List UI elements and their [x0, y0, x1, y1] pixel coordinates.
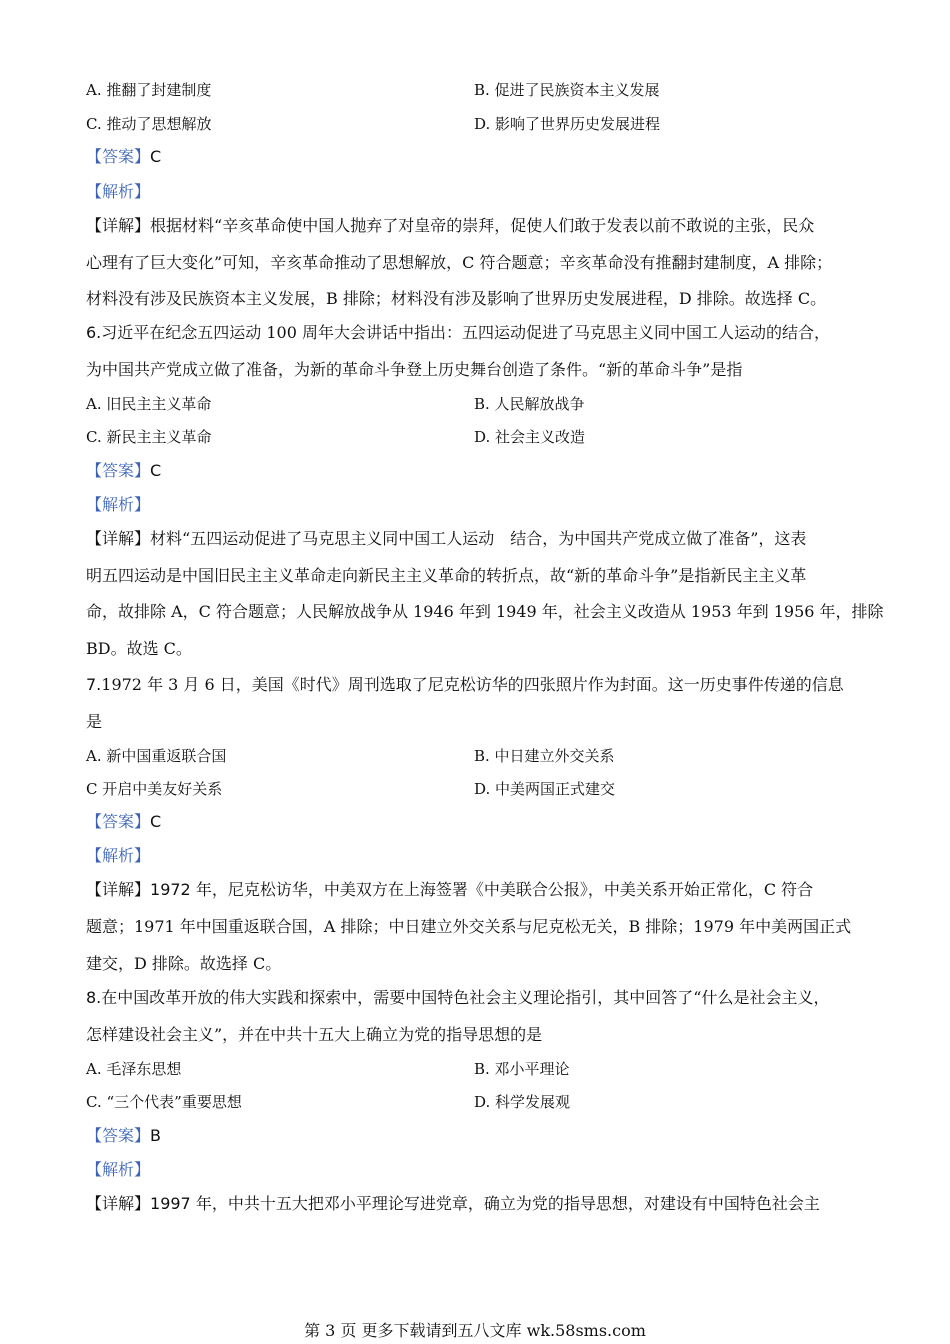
- q7-option-a: A. 新中国重返联合国: [86, 747, 227, 765]
- q6-answer-tag: 【答案】: [86, 461, 151, 480]
- q5-detail-line-2: 心理有了巨大变化”可知，辛亥革命推动了思想解放，C 符合题意；辛亥革命没有推翻封建制度，A 排除；: [86, 253, 833, 272]
- q6-stem-line-1: [86, 322, 830, 344]
- q7-detail-tag: 【详解】: [86, 880, 151, 899]
- q8-answer: [86, 1125, 161, 1147]
- q8-detail-year: 1997: [150, 1194, 191, 1213]
- q8-stem-text-1: 在中国改革开放的伟大实践和探索中，需要中国特色社会主义理论指引，其中回答了“什么是社会主义，: [101, 988, 830, 1007]
- q6-number: 6.: [86, 323, 102, 342]
- q6-analysis-tag: 【解析】: [86, 495, 151, 514]
- q5-answer: [86, 146, 161, 168]
- q7-answer-value: C: [150, 812, 162, 831]
- q6-detail-text-1: 材料“五四运动促进了马克思主义同中国工人运动 结合，为中国共产党成立做了准备”，这表: [150, 529, 807, 548]
- q5-options-row-2: [86, 113, 886, 135]
- q5-option-a: A. 推翻了封建制度: [86, 81, 212, 99]
- q5-option-d: D. 影响了世界历史发展进程: [474, 115, 661, 133]
- q8-detail-tag: 【详解】: [86, 1194, 151, 1213]
- q7-stem-text-1: 1972 年 3 月 6 日，美国《时代》周刊选取了尼克松访华的四张照片作为封面。这一历史事件传递的信息: [101, 675, 844, 694]
- q5-detail-line-3: 材料没有涉及民族资本主义发展，B 排除；材料没有涉及影响了世界历史发展进程，D 排除。故选择 C。: [86, 289, 827, 308]
- q7-detail-year: 1972: [150, 880, 191, 899]
- q6-options-row-2: [86, 426, 886, 448]
- q8-option-b: B. 邓小平理论: [474, 1060, 570, 1078]
- q5-detail-text-1: 根据材料“辛亥革命使中国人抛弃了对皇帝的崇拜，促使人们敢于发表以前不敢说的主张，民众: [150, 216, 815, 235]
- q6-detail-tag: 【详解】: [86, 529, 151, 548]
- q8-detail-text-1: 年，中共十五大把邓小平理论写进党章，确立为党的指导思想，对建设有中国特色社会主: [190, 1194, 820, 1213]
- q7-option-b: B. 中日建立外交关系: [474, 747, 615, 765]
- q8-detail-line-1: [86, 1193, 820, 1215]
- q7-stem-line-2: 是: [86, 712, 103, 731]
- q5-options-row-1: [86, 79, 886, 101]
- q7-number: 7.: [86, 675, 102, 694]
- q6-stem-text-1: 习近平在纪念五四运动 100 周年大会讲话中指出：五四运动促进了马克思主义同中国工人运动的结合，: [101, 323, 830, 342]
- q6-answer-value: C: [150, 461, 162, 480]
- q7-answer: [86, 811, 161, 833]
- q6-detail-line-4: BD。故选 C。: [86, 639, 192, 658]
- q8-option-c: C. “三个代表”重要思想: [86, 1093, 242, 1111]
- q7-options-row-1: [86, 745, 886, 767]
- q5-analysis-tag: 【解析】: [86, 182, 151, 201]
- q7-detail-line-3: 建交，D 排除。故选择 C。: [86, 954, 282, 973]
- q8-option-d: D. 科学发展观: [474, 1093, 571, 1111]
- q7-analysis-tag: 【解析】: [86, 846, 151, 865]
- q6-options-row-1: [86, 393, 886, 415]
- q6-detail-line-2: 明五四运动是中国旧民主主义革命走向新民主主义革命的转折点，故“新的革命斗争”是指新民主主义革: [86, 566, 807, 585]
- q8-answer-tag: 【答案】: [86, 1126, 151, 1145]
- q6-answer: [86, 460, 161, 482]
- q8-options-row-2: [86, 1091, 886, 1113]
- q6-detail-line-3: 命，故排除 A，C 符合题意；人民解放战争从 1946 年到 1949 年，社会主义改造从 1953 年到 1956 年，排除: [86, 602, 884, 621]
- q8-stem-line-2: 怎样建设社会主义”，并在中共十五大上确立为党的指导思想的是: [86, 1025, 543, 1044]
- q8-analysis-tag: 【解析】: [86, 1160, 151, 1179]
- q7-options-row-2: [86, 778, 886, 800]
- q6-option-c: C. 新民主主义革命: [86, 428, 212, 446]
- q5-answer-value: C: [150, 147, 162, 166]
- q5-detail-tag: 【详解】: [86, 216, 151, 235]
- q5-option-b: B. 促进了民族资本主义发展: [474, 81, 660, 99]
- q8-number: 8.: [86, 988, 102, 1007]
- q8-answer-value: B: [150, 1126, 161, 1145]
- q8-stem-line-1: [86, 987, 829, 1009]
- q8-options-row-1: [86, 1058, 886, 1080]
- q7-option-d: D. 中美两国正式建交: [474, 780, 616, 798]
- q7-answer-tag: 【答案】: [86, 812, 151, 831]
- q7-stem-line-1: [86, 674, 844, 696]
- q7-option-c: C 开启中美友好关系: [86, 780, 223, 798]
- q6-option-d: D. 社会主义改造: [474, 428, 586, 446]
- q8-option-a: A. 毛泽东思想: [86, 1060, 182, 1078]
- q7-detail-line-2: 题意；1971 年中国重返联合国，A 排除；中日建立外交关系与尼克松无关，B 排除；1979 年中美两国正式: [86, 917, 852, 936]
- q5-detail-line-1: [86, 215, 814, 237]
- q5-answer-tag: 【答案】: [86, 147, 151, 166]
- q5-option-c: C. 推动了思想解放: [86, 115, 212, 133]
- q6-option-a: A. 旧民主主义革命: [86, 395, 212, 413]
- q6-detail-line-1: [86, 528, 806, 550]
- q7-detail-text-1: 年，尼克松访华，中美双方在上海签署《中美联合公报》，中美关系开始正常化，C 符合: [190, 880, 814, 899]
- page-footer: 第 3 页 更多下载请到五八文库 wk.58sms.com: [304, 1321, 646, 1340]
- q7-detail-line-1: [86, 879, 813, 901]
- q6-stem-line-2: 为中国共产党成立做了准备，为新的革命斗争登上历史舞台创造了条件。“新的革命斗争”是指: [86, 360, 743, 379]
- q6-option-b: B. 人民解放战争: [474, 395, 585, 413]
